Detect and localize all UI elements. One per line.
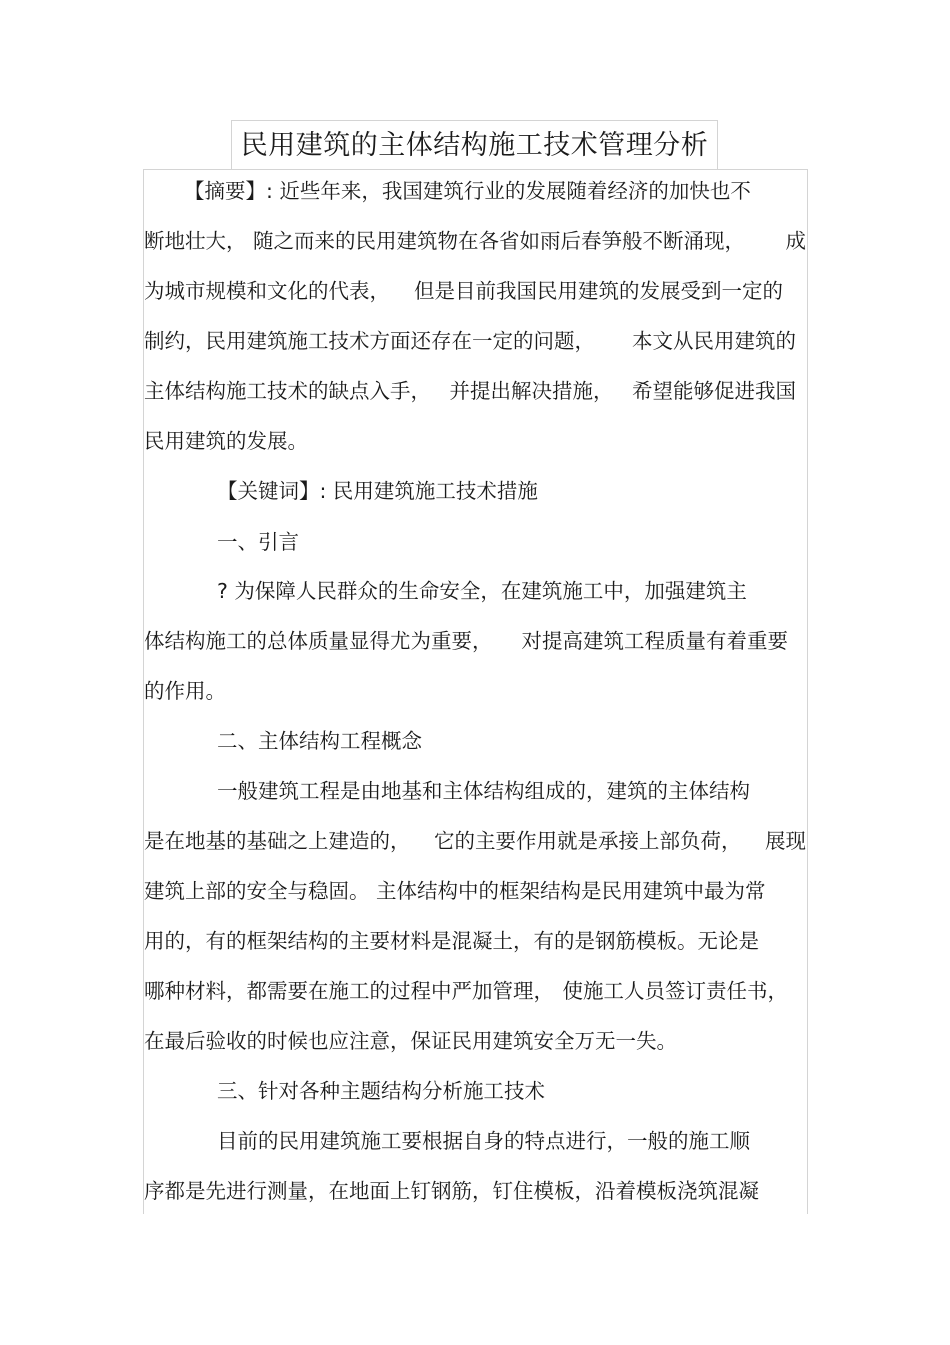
section-2-line-5-a: 哪种材料，都需要在施工的过程中严加管理，	[144, 979, 554, 1003]
abstract-line-6: 民用建筑的发展。	[144, 429, 308, 453]
section-2-line-2-c: 展现	[765, 829, 806, 853]
abstract-line-5	[144, 376, 796, 406]
abstract-line-4-a: 制约，民用建筑施工技术方面还存在一定的问题，	[144, 329, 595, 353]
section-2-line-2-a: 是在地基的基础之上建造的，	[144, 829, 411, 853]
abstract-line-2-a: 断地壮大， 随之而来的民用建筑物在各省如雨后春笋般不断涌现，	[144, 229, 746, 253]
section-2-line-1: 一般建筑工程是由地基和主体结构组成的，建筑的主体结构	[217, 779, 750, 803]
section-2-line-4: 用的，有的框架结构的主要材料是混凝土，有的是钢筋模板。无论是	[144, 929, 759, 953]
section-1-heading: 一、引言	[217, 530, 299, 554]
section-1-line-2-b: 对提高建筑工程质量有着重要	[521, 629, 788, 653]
abstract-line-5-c: 希望能够促进我国	[632, 379, 796, 403]
document-title: 民用建筑的主体结构施工技术管理分析	[240, 130, 709, 161]
abstract-line-4	[144, 326, 796, 356]
section-2-line-3: 建筑上部的安全与稳固。 主体结构中的框架结构是民用建筑中最为常	[144, 879, 766, 903]
section-2-line-5	[144, 976, 788, 1006]
abstract-line-3-a: 为城市规模和文化的代表，	[144, 279, 390, 303]
abstract-line-4-b: 本文从民用建筑的	[632, 329, 796, 353]
section-2-heading: 二、主体结构工程概念	[217, 729, 422, 753]
abstract-line-5-a: 主体结构施工技术的缺点入手，	[144, 379, 431, 403]
abstract-line-1: 【摘要】: 近些年来，我国建筑行业的发展随着经济的加快也不	[184, 179, 751, 203]
section-1-line-2-a: 体结构施工的总体质量显得尤为重要，	[144, 629, 493, 653]
section-3-heading: 三、针对各种主题结构分析施工技术	[217, 1079, 545, 1103]
section-2-line-5-b: 使施工人员签订责任书，	[562, 979, 788, 1003]
section-1-line-3: 的作用。	[144, 679, 226, 703]
section-1-line-2	[144, 626, 788, 656]
section-2-line-2	[144, 826, 806, 856]
section-2-line-2-b: 它的主要作用就是承接上部负荷，	[434, 829, 742, 853]
section-3-line-1: 目前的民用建筑施工要根据自身的特点进行，一般的施工顺	[217, 1129, 750, 1153]
section-2-line-6: 在最后验收的时候也应注意，保证民用建筑安全万无一失。	[144, 1029, 677, 1053]
section-1-line-1: ? 为保障人民群众的生命安全，在建筑施工中，加强建筑主	[217, 579, 747, 603]
section-3-line-2: 序都是先进行测量，在地面上钉钢筋，钉住模板，沿着模板浇筑混凝	[144, 1179, 759, 1203]
abstract-line-3-b: 但是目前我国民用建筑的发展受到一定的	[414, 279, 783, 303]
keywords-line: 【关键词】: 民用建筑施工技术措施	[217, 479, 538, 503]
abstract-line-2	[144, 226, 806, 256]
abstract-line-5-b: 并提出解决措施，	[449, 379, 614, 403]
abstract-line-3	[144, 276, 783, 306]
abstract-line-2-b: 成	[785, 229, 806, 253]
